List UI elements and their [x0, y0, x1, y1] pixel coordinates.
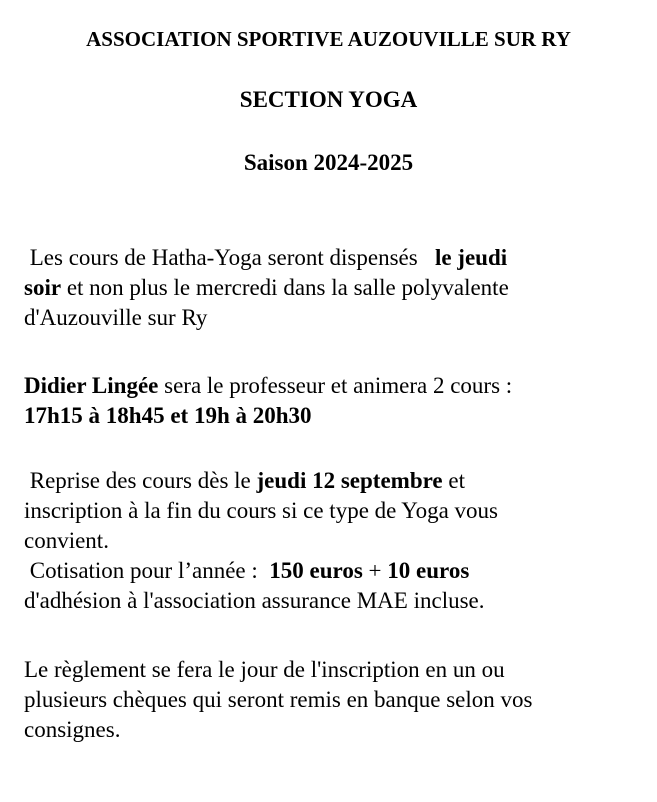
- section-title: SECTION YOGA: [239, 87, 418, 112]
- registration-paragraph: [24, 466, 639, 616]
- season-title: Saison 2024-2025: [243, 150, 414, 175]
- payment-line-1: Le règlement se fera le jour de l'inscription en un ou: [24, 657, 505, 682]
- course-evening-bold: soir: [24, 275, 62, 300]
- course-day-line-3: d'Auzouville sur Ry: [24, 305, 208, 330]
- association-title: ASSOCIATION SPORTIVE AUZOUVILLE SUR RY: [86, 27, 571, 51]
- schedule-line: [24, 401, 639, 431]
- course-fee: 150 euros: [269, 558, 363, 583]
- payment-line-2: plusieurs chèques qui seront remis en banque selon vos: [24, 687, 533, 712]
- insurance-line: d'adhésion à l'association assurance MAE incluse.: [24, 588, 485, 613]
- course-day-bold: le jeudi: [434, 245, 508, 270]
- schedule-times: 17h15 à 18h45 et 19h à 20h30: [24, 403, 312, 428]
- registration-line-2: inscription à la fin du cours si ce type de Yoga vous: [24, 498, 498, 523]
- payment-line-3: consignes.: [24, 717, 121, 742]
- membership-fee: 10 euros: [387, 558, 470, 583]
- payment-paragraph: [24, 655, 639, 745]
- fee-line: Cotisation pour l’année : 150 euros + 10 euros: [24, 558, 470, 583]
- registration-line-1: Reprise des cours dès le jeudi 12 septembre et: [24, 468, 465, 493]
- course-day-line-2: soir et non plus le mercredi dans la salle polyvalente: [24, 275, 509, 300]
- teacher-name: Didier Lingée: [24, 373, 159, 398]
- start-date: jeudi 12 septembre: [256, 468, 443, 493]
- registration-line-3: convient.: [24, 528, 109, 553]
- course-day-line-1: Les cours de Hatha-Yoga seront dispensés le jeudi: [24, 245, 508, 270]
- teacher-line-1: Didier Lingée sera le professeur et animera 2 cours :: [24, 373, 513, 398]
- teacher-paragraph: [24, 371, 639, 431]
- course-day-paragraph: [24, 243, 639, 333]
